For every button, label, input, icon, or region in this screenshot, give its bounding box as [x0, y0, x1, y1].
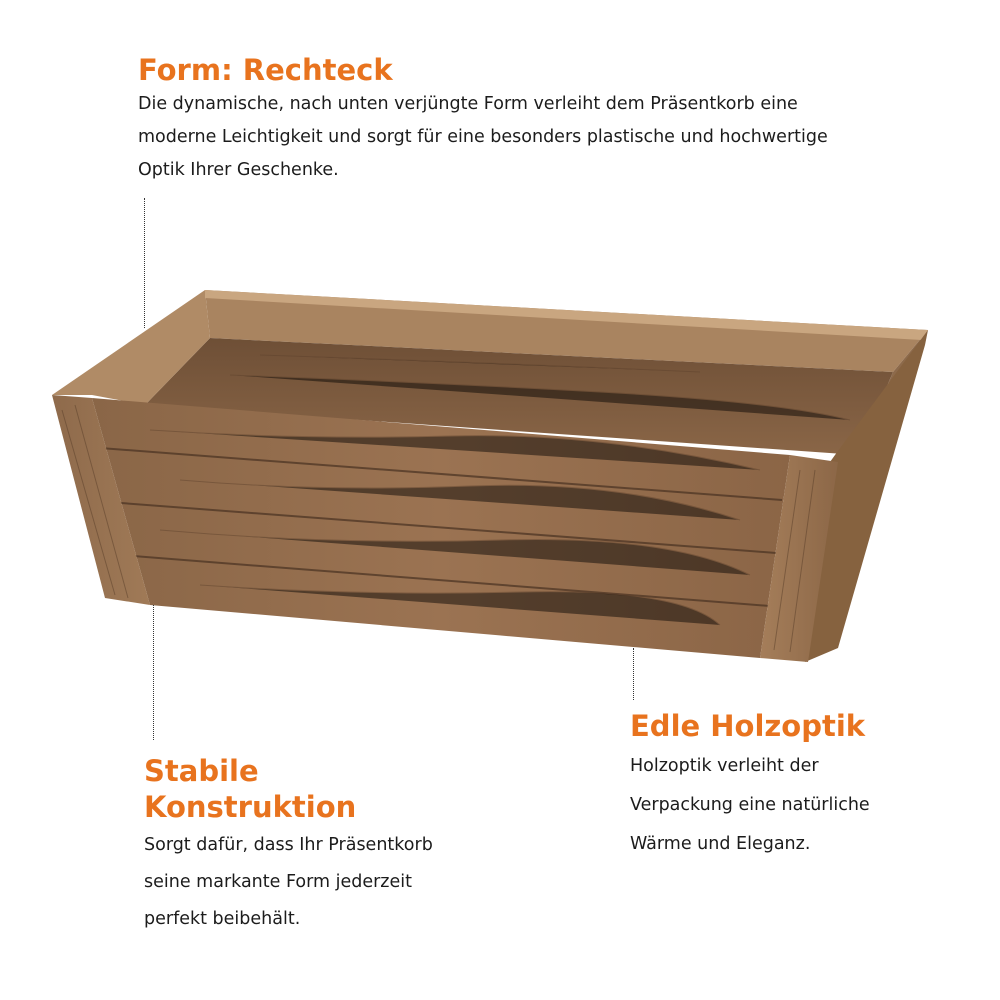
leader-line-stabil [153, 605, 154, 740]
feature-stabil-line: seine markante Form jederzeit [144, 872, 412, 892]
leader-line-form [144, 198, 145, 328]
feature-holz-title: Edle Holzoptik [630, 709, 866, 743]
feature-form-title: Form: Rechteck [138, 53, 393, 87]
feature-stabil-title: Stabile [144, 754, 259, 788]
feature-form-line: moderne Leichtigkeit und sorgt für eine besonders plastische und hochwertige [138, 127, 828, 147]
feature-holz-line: Wärme und Eleganz. [630, 834, 811, 854]
feature-holz-line: Verpackung eine natürliche [630, 795, 870, 815]
feature-stabil-title: Konstruktion [144, 790, 357, 824]
feature-holz [630, 708, 960, 861]
feature-form [138, 52, 938, 187]
feature-form-line: Optik Ihrer Geschenke. [138, 160, 339, 180]
feature-form-line: Die dynamische, nach unten verjüngte Form verleiht dem Präsentkorb eine [138, 94, 798, 114]
feature-stabil-line: Sorgt dafür, dass Ihr Präsentkorb [144, 835, 433, 855]
feature-stabil-line: perfekt beibehält. [144, 909, 301, 929]
leader-line-holz [633, 648, 634, 700]
feature-holz-line: Holzoptik verleiht der [630, 756, 819, 776]
feature-stabil [144, 753, 504, 936]
